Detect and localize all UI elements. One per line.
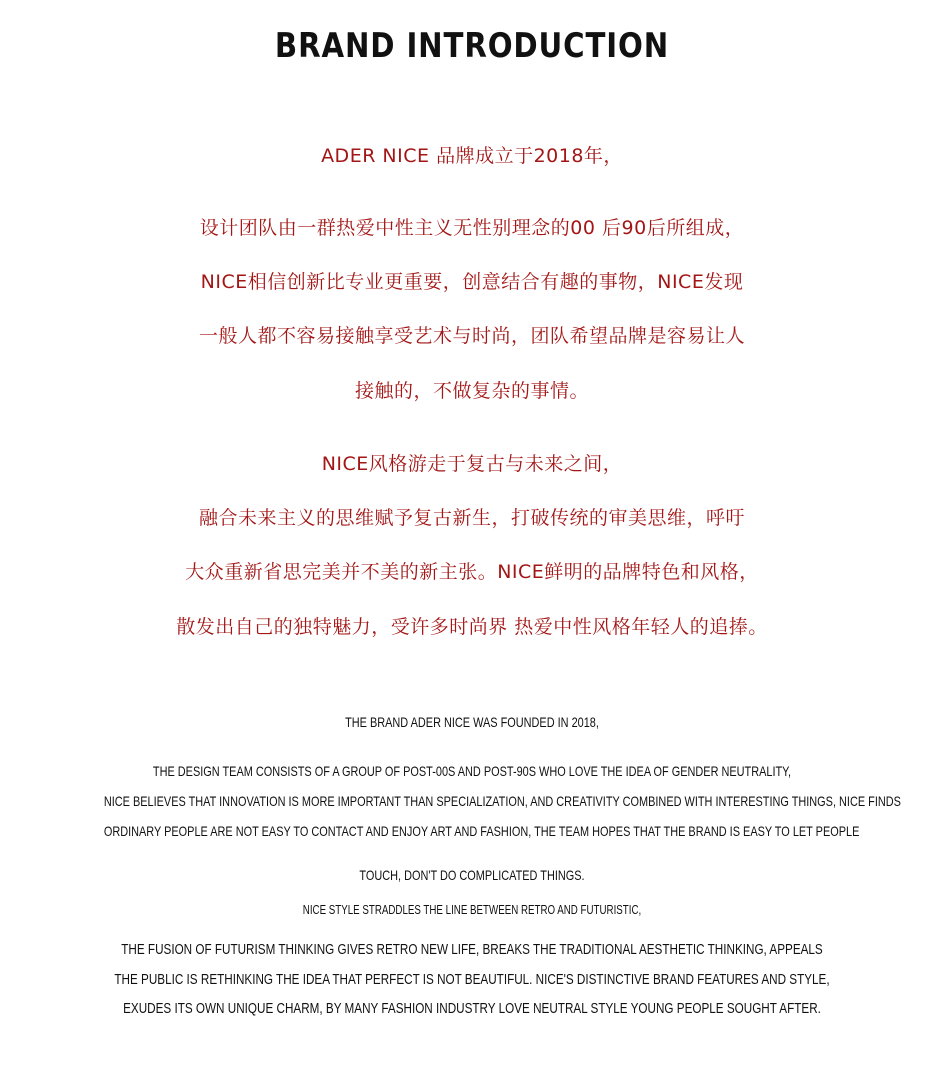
- chinese-p2-line-3: 散发出自己的独特魅力，受许多时尚界 热爱中性风格年轻人的追捧。: [176, 616, 768, 638]
- english-p2-line-3: EXUDES ITS OWN UNIQUE CHARM, BY MANY FASHION INDUSTRY LOVE NEUTRAL STYLE YOUNG PEOPLE SOUGHT AFTER.: [123, 1000, 821, 1017]
- chinese-p1-line-4: 接触的，不做复杂的事情。: [354, 380, 589, 402]
- page-title: BRAND INTRODUCTION: [274, 26, 670, 66]
- chinese-p1-line-3: 一般人都不容易接触享受艺术与时尚，团队希望品牌是容易让人: [198, 325, 745, 347]
- english-intro-line: THE BRAND ADER NICE WAS FOUNDED IN 2018,: [345, 714, 599, 730]
- chinese-p1-line-2: NICE相信创新比专业更重要，创意结合有趣的事物，NICE发现: [200, 271, 744, 293]
- chinese-p2-intro-line: NICE风格游走于复古与未来之间，: [321, 453, 623, 475]
- english-p1-line-2: NICE BELIEVES THAT INNOVATION IS MORE IMPORTANT THAN SPECIALIZATION, AND CREATIVITY COMBINED WITH INTERESTING THINGS, NICE FINDS: [103, 793, 901, 809]
- chinese-p1-line-1: 设计团队由一群热爱中性主义无性别理念的00 后90后所组成，: [199, 217, 745, 239]
- chinese-intro-line: ADER NICE 品牌成立于2018年，: [321, 145, 623, 167]
- english-p1-line-1: THE DESIGN TEAM CONSISTS OF A GROUP OF POST-00S AND POST-90S WHO LOVE THE IDEA OF GENDER NEUTRALITY,: [152, 763, 792, 779]
- english-p2-line-2: THE PUBLIC IS RETHINKING THE IDEA THAT PERFECT IS NOT BEAUTIFUL. NICE'S DISTINCTIVE BRAND FEATURES AND STYLE,: [114, 971, 830, 988]
- chinese-p2-line-1: 融合未来主义的思维赋予复古新生，打破传统的审美思维，呼吁: [198, 507, 745, 529]
- english-p2-line-1: THE FUSION OF FUTURISM THINKING GIVES RETRO NEW LIFE, BREAKS THE TRADITIONAL AESTHETIC THINKING, APPEALS: [121, 941, 823, 958]
- english-p1-line-3: ORDINARY PEOPLE ARE NOT EASY TO CONTACT AND ENJOY ART AND FASHION, THE TEAM HOPES THAT THE BRAND IS EASY TO LET PEOPLE: [103, 823, 860, 839]
- english-p2-intro-line: NICE STYLE STRADDLES THE LINE BETWEEN RETRO AND FUTURISTIC,: [302, 903, 642, 917]
- english-p1-line-4: TOUCH, DON'T DO COMPLICATED THINGS.: [359, 867, 585, 883]
- chinese-p2-line-2: 大众重新省思完美并不美的新主张。NICE鲜明的品牌特色和风格，: [185, 561, 759, 583]
